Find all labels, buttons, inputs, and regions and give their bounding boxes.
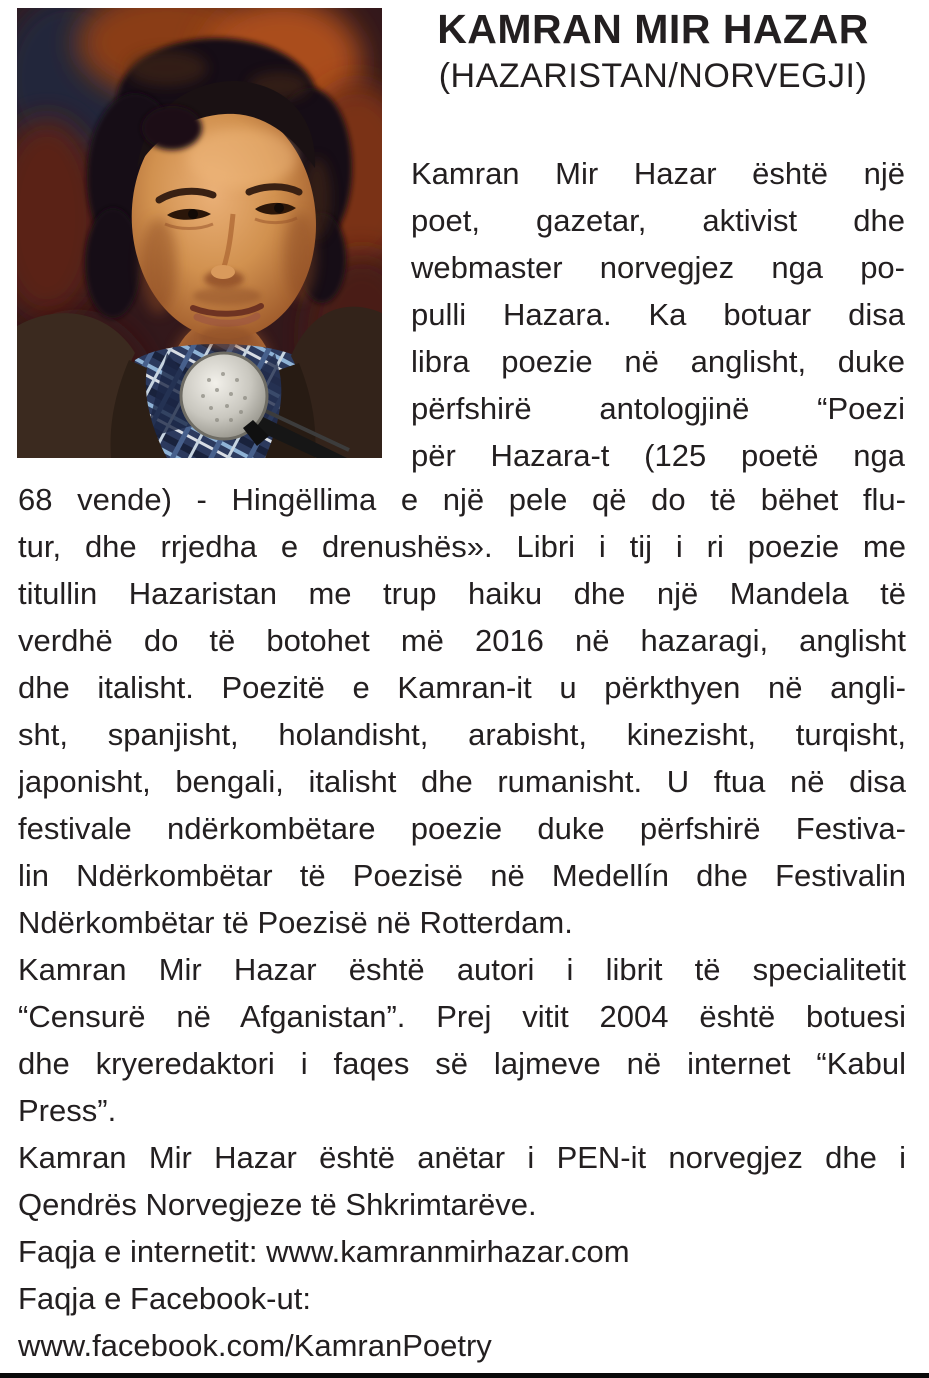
page-title: KAMRAN MIR HAZAR [437,6,869,52]
text-line: pulli Hazara. Ka botuar disa [411,297,905,332]
facebook-url-line: www.facebook.com/KamranPoetry [18,1328,492,1363]
text-line: festivale ndërkombëtare poezie duke përfshirë Festiva- [18,811,906,846]
text-line: Press”. [18,1093,117,1128]
header [398,4,908,98]
text-line: titullin Hazaristan me trup haiku dhe një Mandela të [18,576,906,611]
text-line: Kamran Mir Hazar është autori i librit të specialitetit [18,952,906,987]
page-subtitle: (HAZARISTAN/NORVEGJI) [438,57,868,95]
text-line: 68 vende) - Hingëllima e një pele që do të bëhet flu- [18,482,906,517]
text-line: Kamran Mir Hazar është anëtar i PEN-it norvegjez dhe i [18,1140,906,1175]
text-line: Qendrës Norvegjeze të Shkrimtarëve. [18,1187,537,1222]
text-line: Kamran Mir Hazar është një [411,156,905,191]
page-bottom-rule [0,1373,929,1378]
bio-text-full [18,476,906,1369]
facebook-label-line: Faqja e Facebook-ut: [18,1281,311,1316]
text-line: poet, gazetar, aktivist dhe [411,203,905,238]
text-line: “Censurë në Afganistan”. Prej vitit 2004 është botuesi [18,999,906,1034]
text-line: tur, dhe rrjedha e drenushës». Libri i tij i ri poezie me [18,529,906,564]
portrait-photo-illustration [17,8,382,458]
text-line: libra poezie në anglisht, duke [411,344,905,379]
text-line: përfshirë antologjinë “Poezi [411,391,905,426]
bio-text-column [411,150,905,479]
text-line: japonisht, bengali, italisht dhe rumanisht. U ftua në disa [18,764,906,799]
text-line: dhe italisht. Poezitë e Kamran-it u përkthyen në angli- [18,670,906,705]
text-line: Ndërkombëtar të Poezisë në Rotterdam. [18,905,573,940]
text-line: lin Ndërkombëtar të Poezisë në Medellín dhe Festivalin [18,858,906,893]
text-line: dhe kryeredaktori i faqes së lajmeve në internet “Kabul [18,1046,906,1081]
text-line: webmaster norvegjez nga po- [411,250,905,285]
text-line: verdhë do të botohet më 2016 në hazaragi, anglisht [18,623,906,658]
portrait-photo [17,8,382,458]
website-url-line: Faqja e internetit: www.kamranmirhazar.com [18,1234,630,1269]
text-line: për Hazara-t (125 poetë nga [411,438,905,473]
text-line: sht, spanjisht, holandisht, arabisht, kinezisht, turqisht, [18,717,906,752]
